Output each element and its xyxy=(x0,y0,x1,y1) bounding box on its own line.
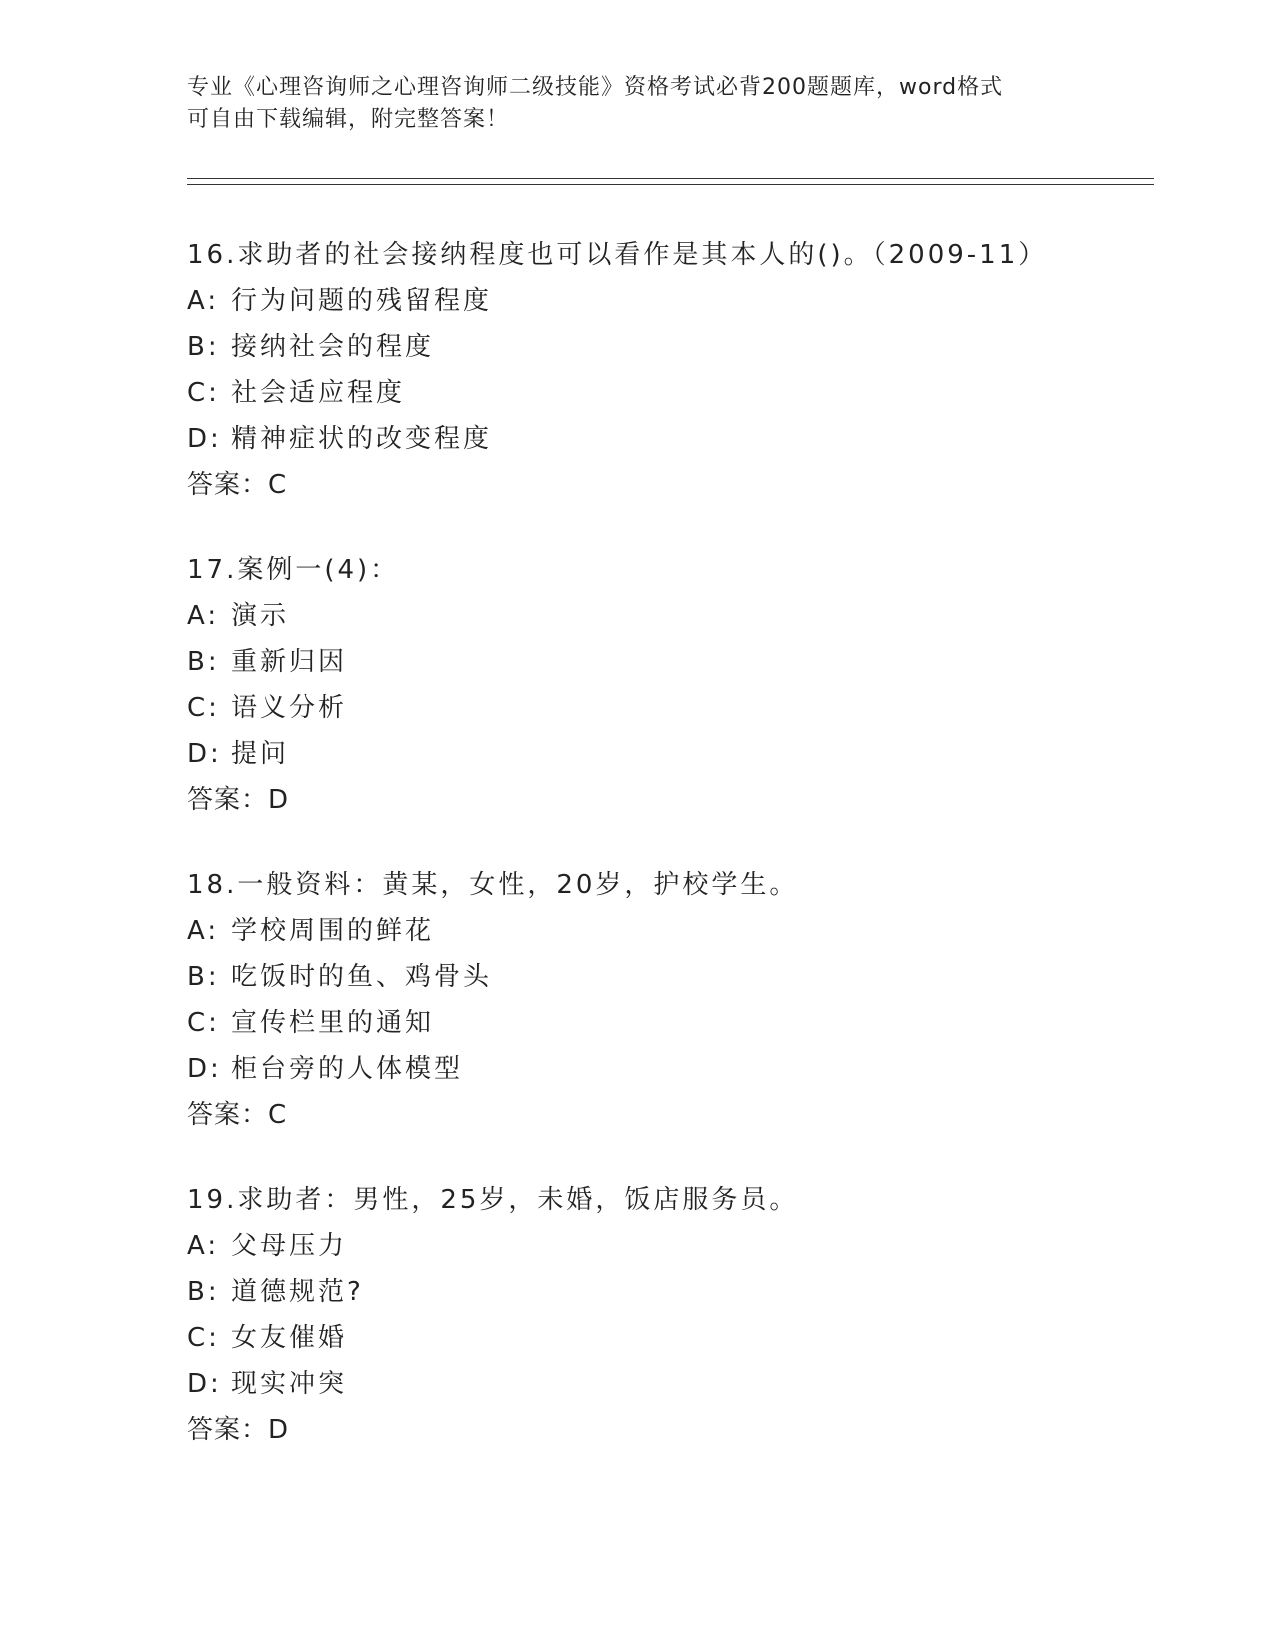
option-letter: C: xyxy=(187,693,220,723)
option-letter: B: xyxy=(187,1277,220,1307)
option-c xyxy=(187,370,1167,416)
option-c xyxy=(187,1315,1167,1361)
option-text: 女友催婚 xyxy=(231,1323,348,1353)
option-text: 现实冲突 xyxy=(231,1369,348,1399)
document-header xyxy=(187,72,1087,136)
question-18 xyxy=(187,862,1167,1138)
option-letter: B: xyxy=(187,332,220,362)
option-letter: C: xyxy=(187,378,220,408)
question-19 xyxy=(187,1177,1167,1453)
option-a xyxy=(187,1223,1167,1269)
option-text: 语义分析 xyxy=(231,693,348,723)
option-letter: D: xyxy=(187,1054,222,1084)
option-b xyxy=(187,324,1167,370)
option-text: 行为问题的残留程度 xyxy=(231,286,493,316)
option-text: 吃饭时的鱼、鸡骨头 xyxy=(231,962,493,992)
option-letter: A: xyxy=(187,286,220,316)
option-d xyxy=(187,416,1167,462)
option-d xyxy=(187,731,1167,777)
answer-text: 答案：C xyxy=(187,1100,288,1130)
option-b xyxy=(187,1269,1167,1315)
question-16 xyxy=(187,232,1167,508)
option-letter: D: xyxy=(187,1369,222,1399)
option-text: 社会适应程度 xyxy=(231,378,406,408)
option-letter: A: xyxy=(187,1231,220,1261)
option-a xyxy=(187,278,1167,324)
option-c xyxy=(187,1000,1167,1046)
option-text: 柜台旁的人体模型 xyxy=(231,1054,464,1084)
option-letter: B: xyxy=(187,962,220,992)
question-stem: 17.案例一(4)： xyxy=(187,555,400,585)
option-text: 学校周围的鲜花 xyxy=(231,916,435,946)
header-divider-top xyxy=(187,178,1154,179)
option-text: 演示 xyxy=(231,601,290,631)
header-line-2: 可自由下载编辑，附完整答案！ xyxy=(187,107,510,132)
option-a xyxy=(187,908,1167,954)
option-text: 宣传栏里的通知 xyxy=(231,1008,435,1038)
option-text: 父母压力 xyxy=(231,1231,348,1261)
option-letter: A: xyxy=(187,916,220,946)
option-c xyxy=(187,685,1167,731)
header-line-1: 专业《心理咨询师之心理咨询师二级技能》资格考试必背200题题库，word格式 xyxy=(187,75,1004,100)
answer-text: 答案：D xyxy=(187,785,290,815)
option-letter: B: xyxy=(187,647,220,677)
option-letter: D: xyxy=(187,424,222,454)
option-letter: C: xyxy=(187,1323,220,1353)
question-stem: 18.一般资料：黄某，女性，20岁，护校学生。 xyxy=(187,870,799,900)
question-stem: 16.求助者的社会接纳程度也可以看作是其本人的()。（2009-11） xyxy=(187,240,1048,270)
option-letter: C: xyxy=(187,1008,220,1038)
header-divider-bottom xyxy=(187,184,1154,185)
question-17 xyxy=(187,547,1167,823)
question-stem: 19.求助者：男性，25岁，未婚，饭店服务员。 xyxy=(187,1185,799,1215)
option-d xyxy=(187,1361,1167,1407)
option-text: 接纳社会的程度 xyxy=(231,332,435,362)
option-d xyxy=(187,1046,1167,1092)
answer-text: 答案：D xyxy=(187,1415,290,1445)
option-text: 重新归因 xyxy=(231,647,348,677)
option-text: 提问 xyxy=(231,739,290,769)
option-a xyxy=(187,593,1167,639)
option-letter: D: xyxy=(187,739,222,769)
option-letter: A: xyxy=(187,601,220,631)
answer-text: 答案：C xyxy=(187,470,288,500)
option-text: 精神症状的改变程度 xyxy=(231,424,493,454)
option-text: 道德规范? xyxy=(231,1277,364,1307)
option-b xyxy=(187,639,1167,685)
option-b xyxy=(187,954,1167,1000)
